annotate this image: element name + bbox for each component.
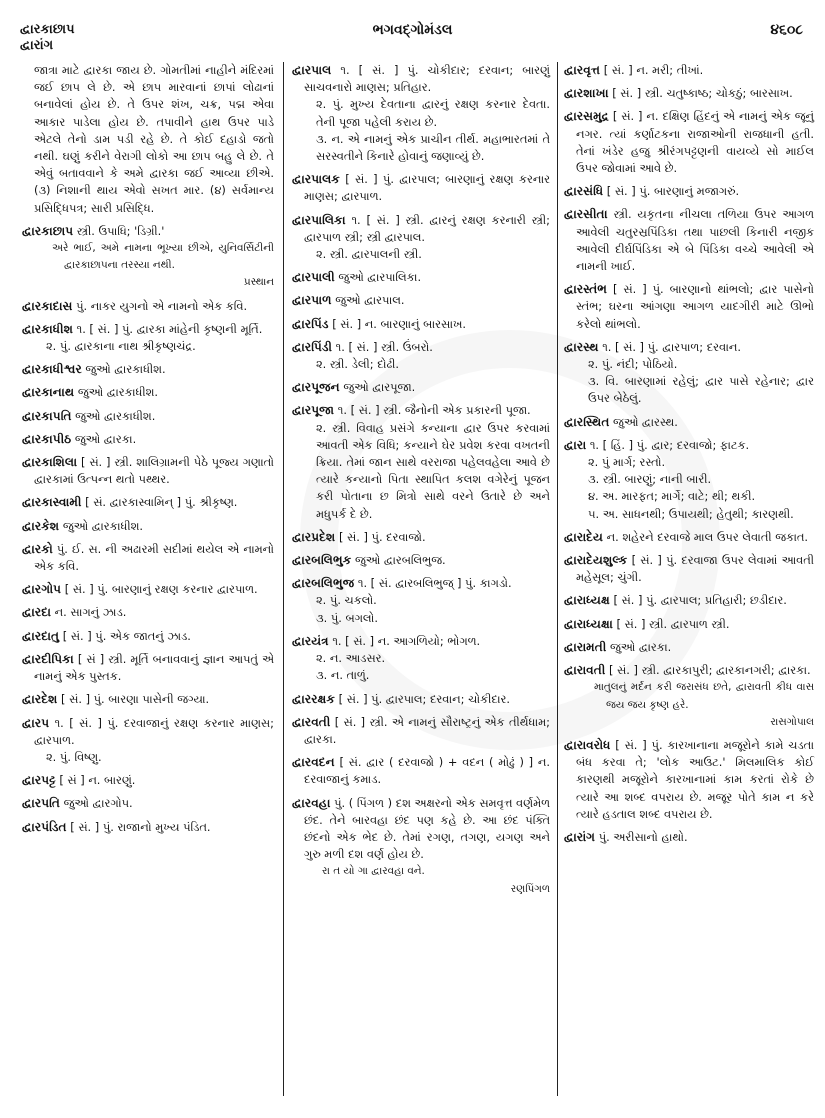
dictionary-entry	[22, 819, 274, 836]
headword: દ્વારપાલ	[292, 63, 332, 77]
dictionary-entry	[564, 206, 814, 275]
dictionary-entry	[292, 633, 550, 685]
definition: [ સં. ] પું. દ્વારપાલ; પ્રતિહારી; છડીદાર.	[613, 593, 787, 608]
dictionary-entry	[22, 541, 274, 575]
guide-word-last: દ્વારાંગ	[20, 38, 54, 53]
definition: ૧. [ સં. ] પું. ચોકીદાર; દરવાન; બારણું સાચવનારો માણસ; પ્રતિહાર.	[304, 63, 550, 95]
sub-sense: ૨. સ્ત્રી. વિવાહ પ્રસંગે કન્યાના દ્વાર ઉપર કરવામાં આવતી એક વિધિ; કન્યાને ઘેર પ્રવેશ કરવા વખતની ક્રિયા. તેમાં જાન સાથે વરરાજા પહેલવહેલા આવે છે ત્યારે કન્યાનો પિતા સ્થાપિત કલશ વગેરેનું પૂજન કરી પોતાના છ મિત્રો સાથે વરને ઉતારે છે અને મધુપર્ક દે છે.	[316, 420, 550, 521]
sub-sense: ૨. સ્ત્રી. દ્વારપાલની સ્ત્રી.	[316, 247, 422, 262]
definition: સ્ત્રી. યકૃતના નીચલા તળિયા ઉપર આગળ આવેલી ચતુરસ્રપિંડિકા તથા પાછલી કિનારી નજીક આવેલી દીર્ઘપિંડિકા એ બે પિંડિકા વચ્ચે આવેલી એ નામની ખાઈ.	[576, 207, 815, 274]
definition: [ સં. ] ન. દક્ષિણ હિંદનું એ નામનું એક જૂનું નગર. ત્યાં કર્ણાટકના રાજાઓની રાજધાની હતી. તેનાં ખંડેર હજુ શ્રીરંગપટ્ટણની વાયવ્યે સો માઈલ ઉપર જોવામાં આવે છે.	[576, 109, 814, 176]
dictionary-entry	[22, 384, 274, 401]
definition: ૧. [ સં. દ્વારબલિભુજ્ ] પું. કાગડો.	[357, 576, 512, 591]
headword: દ્વારકો	[22, 541, 53, 556]
definition: [ સં. ] ન. બારણાનું બારસાખ.	[332, 316, 466, 331]
dictionary-entry	[292, 316, 550, 333]
definition: [ સં. ] પું. બારણાનું રક્ષણ કરનાર દ્વારપાળ.	[64, 582, 258, 597]
headword: દ્વારસંધિ	[564, 184, 604, 199]
book-title: ભગવદ્ગોમંડલ	[372, 22, 453, 38]
sub-sense: ૩. વિ. બારણામાં રહેલું; દ્વાર પાસે રહેનાર; દ્વાર ઉપર બેઠેલું.	[588, 374, 814, 406]
sub-sense: ૩. સ્ત્રી. બારણું; નાની બારી.	[588, 472, 712, 487]
definition: ન. શહેરને દરવાજે માલ ઉપર લેવાતી જકાત.	[606, 529, 809, 544]
headword: દ્વારકાધીશ્વર	[22, 362, 82, 377]
definition: જુઓ દ્વારકા.	[74, 431, 137, 446]
dictionary-entry	[22, 62, 274, 217]
headword: દ્વારાધ્યક્ષા	[564, 616, 613, 631]
dictionary-entry	[22, 581, 274, 598]
definition: ૧. [ સં. ] પું. દ્વારપાળ; દરવાન.	[602, 339, 741, 354]
column-3	[564, 62, 814, 852]
dictionary-entry	[564, 662, 814, 731]
definition: [ સં. ] પું. રાજાનો મુખ્ય પંડિત.	[70, 819, 211, 834]
headword: દ્વારાવરોધ	[564, 737, 611, 752]
dictionary-entry	[22, 604, 274, 621]
headword: દ્વારપૂજન	[292, 380, 340, 395]
dictionary-entry	[292, 212, 550, 264]
headword: દ્વારપતિ	[22, 796, 60, 811]
definition: [ સં. દ્વાર ( દરવાજો ) + વદન ( મોઢું ) ] ન. દરવાજાનું કમાડ.	[304, 755, 550, 787]
headword: દ્વારગોપ	[22, 582, 62, 597]
headword: દ્વારપ	[22, 715, 50, 730]
headword: દ્વારપંડિત	[22, 819, 67, 834]
definition: [ સં. ] સ્ત્રી. એ નામનું સૌરાષ્ટ્રનું એક તીર્થધામ; દ્વારકા.	[304, 714, 550, 746]
sub-sense: ૨. ન. આડસર.	[316, 651, 386, 666]
citation-quote: રા ત યો ગા દ્વારવહા વને.	[322, 865, 425, 878]
headword: દ્વારકાછાપ	[22, 223, 74, 238]
definition: સ્ત્રી. ઉપાધિ; 'ડિગ્રી.'	[76, 223, 165, 238]
dictionary-entry	[22, 321, 274, 355]
dictionary-entry	[292, 402, 550, 522]
definition: ૧. [ સં. ] સ્ત્રી. જૈનોની એક પ્રકારની પૂજા.	[337, 403, 531, 418]
citation-source: રાસગોપાલ	[770, 715, 814, 728]
dictionary-entry	[22, 772, 274, 789]
dictionary-entry	[564, 108, 814, 177]
headword: દ્વારકાશિલા	[22, 455, 78, 470]
definition: જુઓ દ્વારપાલિકા.	[338, 270, 422, 285]
sub-sense: ૩. ન. એ નામનું એક પ્રાચીન તીર્થ. મહાભારતમાં તે સરસ્વતીને કિનારે હોવાનું જણાવ્યું છે.	[316, 131, 550, 164]
dictionary-entry	[564, 281, 814, 333]
headword: દ્વારયંત્ર	[292, 633, 329, 648]
dictionary-entry	[22, 518, 274, 535]
headword: દ્વારસમુદ્ર	[564, 109, 609, 124]
dictionary-entry	[292, 529, 550, 546]
dictionary-entry	[22, 651, 274, 685]
dictionary-entry	[22, 795, 274, 812]
definition: [ સં. ] પું. દ્વારપાલ; દરવાન; ચોકીદાર.	[338, 691, 511, 706]
dictionary-entry	[564, 62, 814, 79]
dictionary-entry	[564, 552, 814, 586]
dictionary-entry	[564, 639, 814, 656]
headword: દ્વારા	[564, 437, 587, 452]
dictionary-entry	[22, 408, 274, 425]
headword: દ્વારબલિભુજ	[292, 576, 355, 591]
definition: [ સં ] સ્ત્રી. મૂર્તિ બનાવવાનું જ્ઞાન આપતું એ નામનું એક પુસ્તક.	[34, 651, 274, 684]
headword: દ્વારબલિભુક	[292, 553, 352, 568]
dictionary-entry	[22, 223, 274, 292]
dictionary-entry	[564, 339, 814, 408]
definition: [ સં. ] ન. મરી; તીખાં.	[603, 63, 704, 77]
definition: [ સં. ] સ્ત્રી. દ્વારકાપુરી; દ્વારકાનગરી; દ્વારકા.	[608, 663, 811, 678]
definition: [ સં. ] પું. દ્વારપાલ; બારણાનું રક્ષણ કરનાર માણસ; દ્વારપાળ.	[304, 172, 551, 204]
sub-sense: ૪. અ. મારફત; માર્ગે; વાટે; થી; થકી.	[588, 489, 756, 504]
sub-sense: ૨. પું. નંદી; પોઠિયો.	[588, 357, 678, 372]
dictionary-entry	[292, 552, 550, 569]
definition: [ સં. ] પું. બારણા પાસેની જગ્યા.	[61, 692, 210, 707]
headword: દ્વારવદન	[292, 755, 335, 770]
page-header	[0, 0, 825, 53]
definition: જુઓ દ્વારકાધીશ.	[85, 362, 166, 377]
definition: [ સં. ] પું. બારણાનું મજાગરું.	[606, 184, 740, 199]
headword: દ્વારશાખા	[564, 86, 609, 101]
definition: ૧. [ હિં. ] પું. દ્વાર; દરવાજો; ફાટક.	[589, 437, 750, 452]
headword: દ્વારાંગ	[564, 829, 596, 844]
sub-sense: ૨. પું. વિષ્ણુ.	[46, 749, 102, 764]
definition: [ સં. ] પું. એક જાતનું ઝાડ.	[62, 628, 191, 643]
dictionary-entry	[292, 171, 550, 205]
citation-source: રણપિંગળ	[510, 882, 550, 895]
headword: દ્વારદાતુ	[22, 628, 60, 643]
headword: દ્વારકાધીશ	[22, 321, 73, 336]
definition: પું. નાકર યુગનો એ નામનો એક કવિ.	[76, 298, 248, 313]
headword: દ્વારસ્તંભ	[564, 282, 608, 297]
definition: [ સં ] ન. બારણું.	[59, 773, 136, 788]
headword: દ્વારકાપતિ	[22, 408, 72, 423]
headword: દ્વારવતી	[292, 714, 331, 729]
dictionary-entry	[22, 494, 274, 511]
dictionary-entry	[564, 829, 814, 846]
headword: દ્વારકાપીઠ	[22, 431, 72, 446]
dictionary-entry	[292, 754, 550, 788]
sub-sense: ૨. પું. દ્વારકાના નાથ શ્રીકૃષ્ણચંદ્ર.	[46, 339, 196, 354]
definition: ૧. [ સં. ] સ્ત્રી. દ્વારનું રક્ષણ કરનારી સ્ત્રી; દ્વારપાળ સ્ત્રી; સ્ત્રી દ્વારપાલ.	[304, 212, 550, 244]
dictionary-entry	[292, 62, 550, 165]
dictionary-entry	[564, 183, 814, 200]
headword: દ્વારપ્રદેશ	[292, 529, 336, 544]
headword: દ્વારસીતા	[564, 207, 608, 222]
sub-sense: ૩. પું. બગલો.	[316, 610, 379, 625]
citation-quote: માતુલનું મર્દન કરી જરાસંધ છતે, દ્વારાવતી કીધ વાસ જય જય કૃષ્ણ હરે.	[594, 681, 814, 711]
column-divider	[557, 62, 558, 1096]
headword: દ્વારપાળ	[292, 293, 332, 308]
column-2	[292, 62, 550, 904]
headword: દ્વારકેશ	[22, 518, 60, 533]
dictionary-entry	[292, 714, 550, 748]
definition: જુઓ દ્વારકાધીશ.	[75, 408, 156, 423]
dictionary-entry	[564, 85, 814, 102]
headword: દ્વારદેશ	[22, 692, 58, 707]
definition: પું. ( પિંગળ ) દશ અક્ષરનો એક સમવૃત્ત વર્ણમેળ છંદ. તેને બારવહા છંદ પણ કહે છે. આ છંદ પંક્તિ છંદનો એક ભેદ છે. તેમાં રગણ, તગણ, યગણ અને ગુરુ મળી દશ વર્ણ હોય છે.	[304, 795, 550, 862]
headword: દ્વારસ્થિત	[564, 414, 610, 429]
definition: ૧. [ સં. ] સ્ત્રી. ઉંબરો.	[335, 339, 433, 354]
dictionary-entry	[564, 414, 814, 431]
dictionary-entry	[564, 437, 814, 523]
definition: જાત્રા માટે દ્વારકા જાય છે. ગોમતીમાં નાહીને મંદિરમાં જઈ છાપ લે છે. એ છાપ મારવાનાં છાપાં લોઢાનાં બનાવેલાં હોય છે. તે ઉપર શંખ, ચક્ર, પદ્મ એવા આકાર પાડેલા હોય છે. તપાવીને હાથ ઉપર પાડે એટલે તેનો ડામ પડી રહે છે. તે કોઈ દહાડો જતો નથી. ઘણું કરીને વેરાગી લોકો આ છાપ બહુ લે છે. તે એવું બતાવવાને કે અમે દ્વારકા જઈ આવ્યા છીએ. (૩) નિશાની થાય એવો સખત માર. (૪) સર્વમાન્ય પ્રસિદ્ધિપત્ર; સારી પ્રસિદ્ધિ.	[34, 63, 274, 215]
headword: દ્વારસ્થ	[564, 339, 599, 354]
headword: દ્વારાવતી	[564, 663, 606, 678]
dictionary-entry	[22, 628, 274, 645]
definition: ન. સાગનું ઝાડ.	[54, 605, 127, 620]
definition: [ સં. ] પું. કારખાનાના મજૂરોને કામે ચડતા બંધ કરવા તે; 'લોક આઉટ.' મિલમાલિક કોઈ કારણથી મજૂરોને કારખાનામાં કામ કરતાં રોકે છે ત્યારે આ શબ્દ વપરાય છે. મજૂર પોતે કામ ન કરે ત્યારે હડતાલ શબ્દ વપરાય છે.	[576, 737, 814, 821]
dictionary-entry	[564, 616, 814, 633]
headword: દ્વારપાલિકા	[292, 212, 346, 227]
citation-source: પ્રસ્થાન	[243, 276, 274, 289]
dictionary-entry	[292, 795, 550, 898]
definition: જુઓ દ્વારકાધીશ.	[77, 385, 158, 400]
definition: [ સં. ] સ્ત્રી. ચતુષ્કાષ્ઠ; ચોકઠું; બારસાખ.	[612, 86, 793, 101]
definition: [ સં. ] પું. દરવાજા ઉપર લેવામાં આવતી મહેસૂલ; ચુંગી.	[576, 553, 814, 585]
dictionary-entry	[22, 691, 274, 708]
column-1	[22, 62, 274, 842]
dictionary-entry	[22, 431, 274, 448]
headword: દ્વારદીપિકા	[22, 651, 74, 666]
definition: પું. ઈ. સ. ની અઢારમી સદીમાં થયેલ એ નામનો એક કવિ.	[34, 541, 274, 574]
definition: જુઓ દ્વારપૂજા.	[343, 380, 416, 395]
definition: [ સં. ] પું. બારણાનો થાંભલો; દ્વાર પાસેનો સ્તંભ; ઘરના આંગણા આગળ યાદગીરી માટે ઊભો કરેલો થાંભલો.	[576, 282, 814, 331]
headword: દ્વારરક્ષક	[292, 691, 335, 706]
definition: [ સં. ] સ્ત્રી. દ્વારપાળ સ્ત્રી.	[616, 616, 730, 631]
dictionary-entry	[292, 379, 550, 396]
headword: દ્વારપાલક	[292, 172, 340, 187]
dictionary-entry	[292, 691, 550, 708]
dictionary-entry	[22, 361, 274, 378]
column-divider	[283, 62, 284, 1096]
headword: દ્વારકાનાથ	[22, 385, 75, 400]
sub-sense: ૩. ન. તાળું.	[316, 668, 370, 683]
page-number: ૪૬૦૮	[770, 22, 803, 38]
dictionary-entry	[292, 339, 550, 373]
definition: જુઓ દ્વારબલિભુજ.	[354, 553, 446, 568]
headword: દ્વારકાદાસ	[22, 298, 73, 313]
headword: દ્વારવહા	[292, 795, 331, 810]
sub-sense: ૨. પું. મુખ્ય દેવતાના દ્વારનું રક્ષણ કરનાર દેવતા. તેની પૂજા પહેલી કરાય છે.	[316, 97, 550, 129]
headword: દ્વારામતી	[564, 639, 607, 654]
headword: દ્વારપાલી	[292, 270, 335, 285]
headword: દ્વારવૃત્ત	[564, 63, 601, 77]
sub-sense: ૨. સ્ત્રી. ડેલી; દોઢી.	[316, 357, 399, 372]
definition: [ સં. દ્વારકાસ્વામિન્ ] પું. શ્રીકૃષ્ણ.	[85, 495, 238, 510]
dictionary-entry	[22, 298, 274, 315]
dictionary-entry	[292, 575, 550, 627]
definition: જુઓ દ્વારગોપ.	[63, 796, 133, 811]
headword: દ્વારકાસ્વામી	[22, 495, 82, 510]
definition: જુઓ દ્વારસ્થ.	[613, 414, 678, 429]
headword: દ્વારાદેયશુલ્ક	[564, 553, 628, 568]
sub-sense: ૨. પું. ચકલો.	[316, 593, 377, 608]
headword: દ્વારપૂજા	[292, 403, 335, 418]
definition: પું. અરીસાનો હાથો.	[598, 829, 688, 844]
headword: દ્વારપિંડી	[292, 339, 333, 354]
dictionary-entry	[564, 529, 814, 546]
definition: જુઓ દ્વારકા.	[609, 639, 672, 654]
definition: ૧. [ સં. ] પું. દ્વારકા માંહેની કૃષ્ણની મૂર્તિ.	[76, 321, 263, 336]
dictionary-entry	[292, 269, 550, 286]
citation-quote: અરે ભાઈ, અમે નામના ભૂખ્યા છીએ, યુનિવર્સિટીની દ્વારકાછાપના તરસ્યા નથી.	[52, 242, 274, 272]
definition: જુઓ દ્વારકાધીશ.	[62, 518, 143, 533]
definition: ૧. [ સં. ] ન. આગળિયો; ભોગળ.	[332, 633, 481, 648]
headword: દ્વારપટ્ટ	[22, 773, 56, 788]
definition: [ સં. ] સ્ત્રી. શાલિગ્રામની પેઠે પૂજ્ય ગણાતો દ્વારકામાં ઉત્પન્ન થતો પથ્થર.	[34, 455, 275, 487]
dictionary-entry	[292, 292, 550, 309]
guide-word-first: દ્વારકાછાપ	[20, 22, 75, 37]
dictionary-entry	[22, 715, 274, 767]
definition: [ સં. ] પું. દરવાજો.	[338, 529, 426, 544]
sub-sense: ૨. પું માર્ગ; રસ્તો.	[588, 455, 666, 470]
dictionary-entry	[22, 454, 274, 488]
headword: દ્વારાદેય	[564, 529, 603, 544]
definition: જુઓ દ્વારપાલ.	[335, 293, 405, 308]
headword: દ્વારપિંડ	[292, 316, 329, 331]
headword: દ્વારાધ્યક્ષ	[564, 593, 610, 608]
sub-sense: ૫. અ. સાધનથી; ઉપાયથી; હેતુથી; કારણથી.	[588, 506, 794, 521]
dictionary-entry	[564, 592, 814, 609]
headword: દ્વારદા	[22, 605, 51, 620]
definition: ૧. [ સં. ] પું. દરવાજાનું રક્ષણ કરનાર માણસ; દ્વારપાળ.	[34, 715, 274, 747]
dictionary-entry	[564, 737, 814, 823]
